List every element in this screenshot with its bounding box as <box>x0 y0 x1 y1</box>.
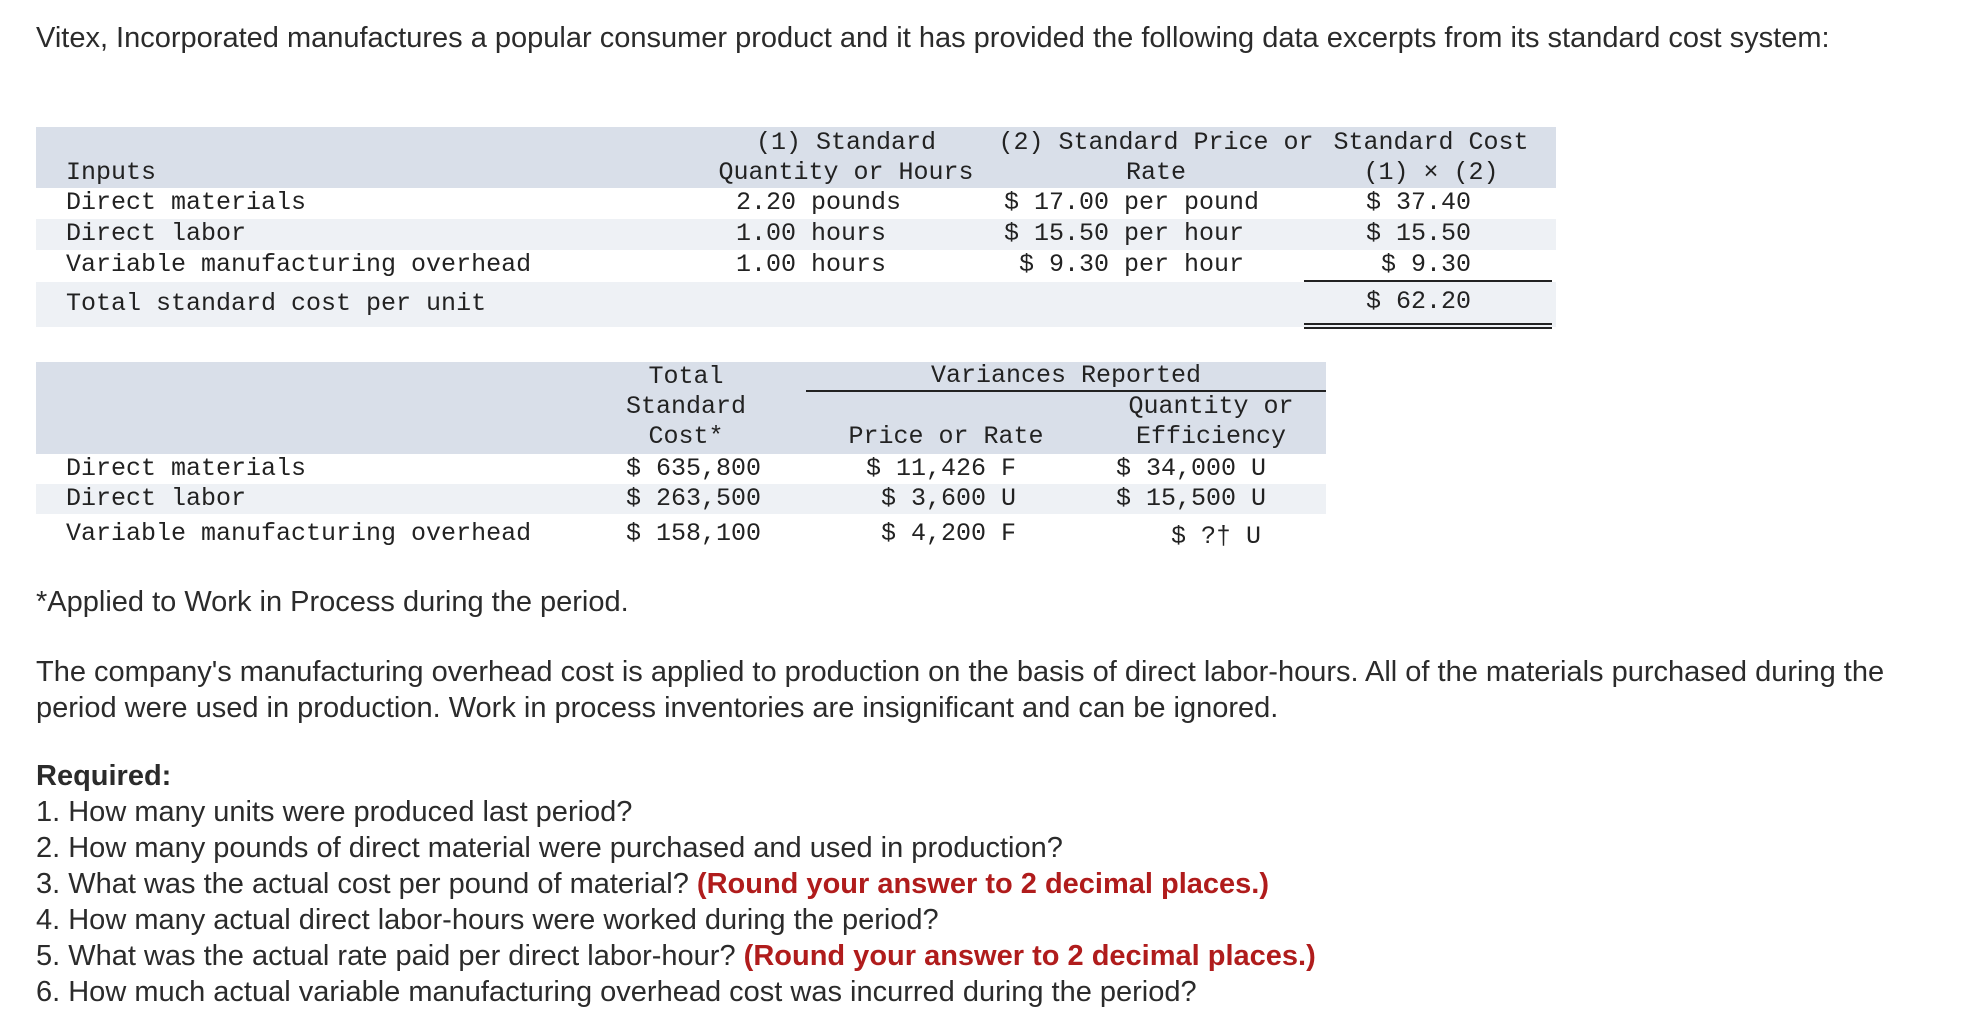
row-price: $ 11,426 F <box>866 454 1017 483</box>
row-cost: $ 15.50 <box>1366 219 1472 248</box>
row-qty: $ 34,000 U <box>1116 454 1267 483</box>
question-item: 5. What was the actual rate paid per direct labor-hour? (Round your answer to 2 decimal places.) <box>36 940 1316 972</box>
row-label: Direct materials <box>66 454 307 483</box>
total-value: $ 62.20 <box>1366 287 1472 316</box>
header-col1-line2: Quantity or Hours <box>718 158 974 187</box>
header-qty-line2: Efficiency <box>1135 422 1287 451</box>
standard-cost-table <box>36 127 1556 327</box>
question-item: 4. How many actual direct labor-hours were worked during the period? <box>36 904 939 936</box>
header-total-line2: Standard <box>625 392 747 421</box>
row-total: $ 263,500 <box>626 484 762 513</box>
header-col2-line2: Rate <box>1125 158 1186 187</box>
total-double-rule <box>1304 323 1552 329</box>
row-price: $ 15.50 per hour <box>1004 219 1245 248</box>
rounding-hint: (Round your answer to 2 decimal places.) <box>743 940 1316 972</box>
row-label: Variable manufacturing overhead <box>66 519 532 548</box>
header-variances-reported: Variances Reported <box>930 361 1202 390</box>
basis-text: The company's manufacturing overhead cost is applied to production on the basis of direct labor-hours. All of the materials purchased during the period were used in production. Work in process inventories are insignificant and can be ignored. <box>36 656 1885 724</box>
row-price: $ 9.30 per hour <box>1019 250 1245 279</box>
variance-table <box>36 362 1556 552</box>
row-total: $ 635,800 <box>626 454 762 483</box>
header-qty-line1: Quantity or <box>1128 392 1294 421</box>
header-col1-line1: (1) Standard <box>755 128 937 157</box>
row-cost: $ 9.30 <box>1381 250 1472 279</box>
intro-text: Vitex, Incorporated manufactures a popular consumer product and it has provided the following data excerpts from its standard cost system: <box>36 22 1830 54</box>
row-quantity: 2.20 pounds <box>736 188 902 217</box>
subtotal-rule <box>1304 280 1552 282</box>
header-col2-line1: (2) Standard Price or <box>998 128 1314 157</box>
header-col3-line1: Standard Cost <box>1333 128 1529 157</box>
row-label: Direct labor <box>66 219 247 248</box>
row-cost: $ 37.40 <box>1366 188 1472 217</box>
row-quantity: 1.00 hours <box>736 219 887 248</box>
header-col3-line2: (1) × (2) <box>1363 158 1499 187</box>
header-price-or-rate: Price or Rate <box>848 422 1044 451</box>
row-quantity: 1.00 hours <box>736 250 887 279</box>
question-list <box>36 794 1316 1010</box>
row-label: Variable manufacturing overhead <box>66 250 532 279</box>
question-item: 6. How much actual variable manufacturing overhead cost was incurred during the period? <box>36 976 1197 1008</box>
question-item: 2. How many pounds of direct material were purchased and used in production? <box>36 832 1063 864</box>
row-label: Direct labor <box>66 484 247 513</box>
required-section <box>36 758 1316 1010</box>
footnote: *Applied to Work in Process during the period. <box>36 586 629 618</box>
required-heading: Required: <box>36 760 172 792</box>
row-label: Direct materials <box>66 188 307 217</box>
header-inputs: Inputs <box>66 158 157 187</box>
total-label: Total standard cost per unit <box>66 289 487 318</box>
row-qty: $ 15,500 U <box>1116 484 1267 513</box>
question-item: 1. How many units were produced last period? <box>36 796 633 828</box>
row-qty: $ ?† U <box>1171 522 1262 551</box>
header-total-line3: Cost* <box>648 422 724 451</box>
row-price: $ 4,200 F <box>881 519 1017 548</box>
rounding-hint: (Round your answer to 2 decimal places.) <box>696 868 1270 900</box>
question-item: 3. What was the actual cost per pound of material? (Round your answer to 2 decimal places.) <box>36 868 1270 900</box>
header-total-line1: Total <box>648 362 724 391</box>
row-price: $ 3,600 U <box>881 484 1017 513</box>
row-price: $ 17.00 per pound <box>1004 188 1260 217</box>
row-total: $ 158,100 <box>626 519 762 548</box>
